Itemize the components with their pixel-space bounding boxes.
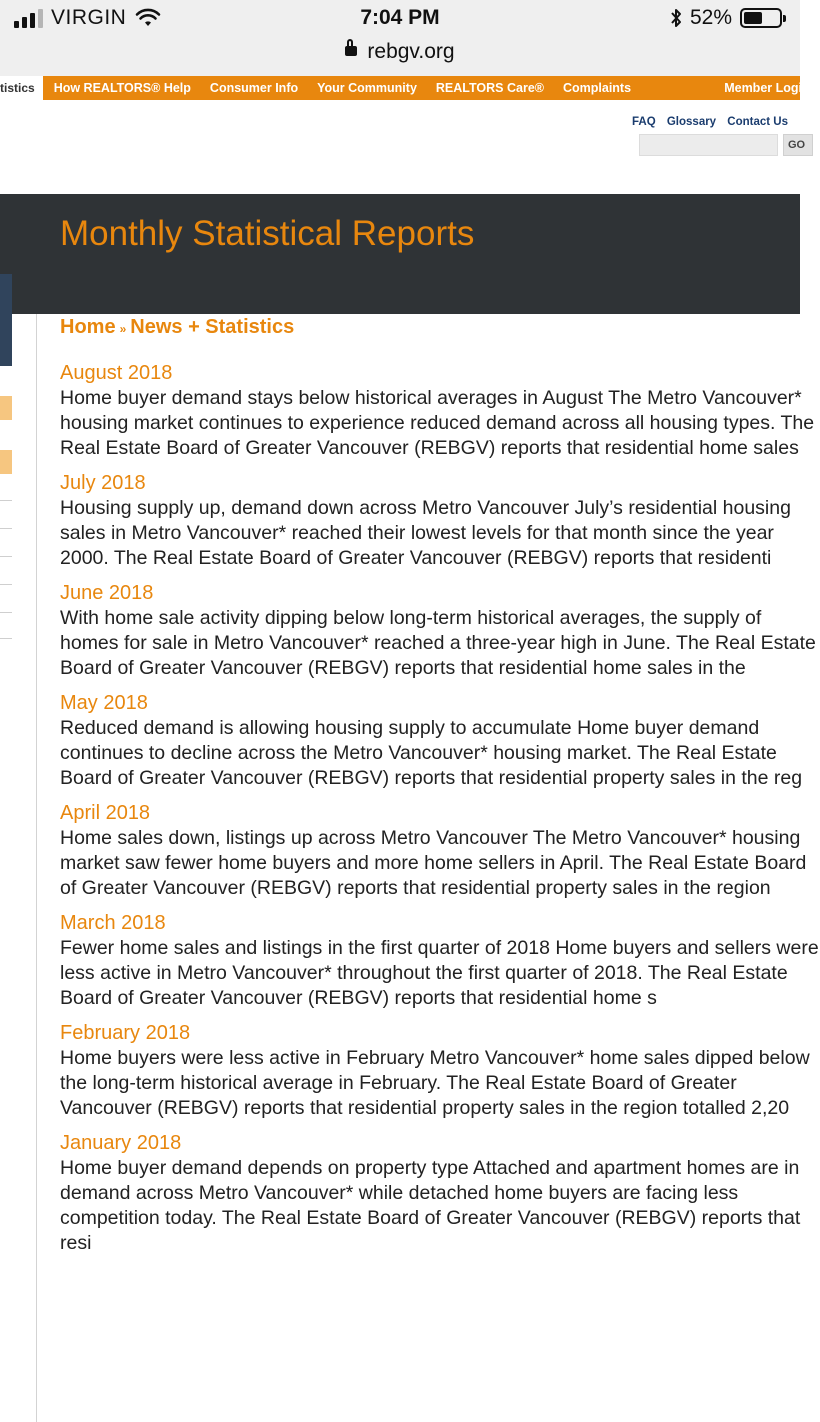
sidebar-divider <box>0 528 12 529</box>
sidebar-item-highlight[interactable] <box>0 450 12 474</box>
nav-item-complaints[interactable]: Complaints <box>562 81 632 95</box>
report-title-link[interactable]: April 2018 <box>60 802 151 824</box>
battery-level <box>744 12 762 24</box>
battery-percent: 52% <box>689 6 732 29</box>
breadcrumb <box>60 316 294 339</box>
report-summary: Home sales down, listings up across Metro Vancouver The Metro Vancouver* housing market saw fewer home buyers and more home sellers in April. The Real Estate Board of Greater Vancouver (REBGV) reports that residential property sales in the region <box>60 827 807 899</box>
report-title-link[interactable]: March 2018 <box>60 912 166 934</box>
list-item <box>60 1021 820 1121</box>
search-input[interactable] <box>639 134 778 156</box>
list-item <box>60 471 820 571</box>
list-item <box>60 361 820 461</box>
report-summary: Reduced demand is allowing housing supply to accumulate Home buyer demand continues to decline across the Metro Vancouver* housing market. The Real Estate Board of Greater Vancouver (REBGV) reports that residential property sales in the reg <box>60 717 803 789</box>
status-bar <box>0 0 800 77</box>
sidebar-divider <box>0 638 12 639</box>
sidebar-divider <box>0 584 12 585</box>
breadcrumb-separator: » <box>119 322 127 336</box>
glossary-link[interactable]: Glossary <box>666 116 717 128</box>
list-item <box>60 911 820 1011</box>
breadcrumb-home[interactable]: Home <box>60 316 116 338</box>
page-title: Monthly Statistical Reports <box>60 214 475 253</box>
utility-links <box>624 116 788 128</box>
lock-icon <box>345 46 357 56</box>
report-title-link[interactable]: August 2018 <box>60 362 173 384</box>
search-go-button[interactable]: GO <box>783 134 813 156</box>
report-title-link[interactable]: May 2018 <box>60 692 148 714</box>
report-summary: Housing supply up, demand down across Metro Vancouver July’s residential housing sales in Metro Vancouver* reached their lowest levels for that month since the year 2000. The Real Estate Board of Greater Vancouver (REBGV) reports that residenti <box>60 497 791 569</box>
list-item <box>60 801 820 901</box>
nav-item-realtors-care[interactable]: REALTORS Care® <box>435 81 544 95</box>
sidebar-divider <box>0 612 12 613</box>
address-bar[interactable] <box>0 40 800 64</box>
battery-icon <box>740 8 782 28</box>
list-item <box>60 691 820 791</box>
nav-item-statistics[interactable]: tistics <box>0 76 43 100</box>
report-title-link[interactable]: February 2018 <box>60 1022 191 1044</box>
nav-item-your-community[interactable]: Your Community <box>317 81 417 95</box>
content-divider <box>36 314 37 1422</box>
carrier-name: VIRGIN <box>51 6 127 29</box>
nav-item-how-realtors-help[interactable]: How REALTORS® Help <box>53 81 191 95</box>
main-nav <box>0 76 800 100</box>
report-summary: With home sale activity dipping below long-term historical averages, the supply of homes for sale in Metro Vancouver* reached a three-year high in June. The Real Estate Board of Greater Vancouver (REBGV) reports that residential home sales in the <box>60 607 816 679</box>
faq-link[interactable]: FAQ <box>632 116 656 128</box>
report-title-link[interactable]: January 2018 <box>60 1132 182 1154</box>
sidebar-dark-block <box>0 274 12 366</box>
sidebar-item-highlight[interactable] <box>0 396 12 420</box>
status-right <box>670 6 782 30</box>
nav-item-consumer-info[interactable]: Consumer Info <box>209 81 299 95</box>
sidebar-divider <box>0 500 12 501</box>
report-list <box>60 361 820 1266</box>
list-item <box>60 581 820 681</box>
report-summary: Home buyer demand depends on property type Attached and apartment homes are in demand across Metro Vancouver* while detached home buyers are facing less competition today. The Real Estate Board of Greater Vancouver (REBGV) reports that resi <box>60 1157 801 1254</box>
bluetooth-icon <box>670 7 682 29</box>
page-header <box>0 194 800 314</box>
report-title-link[interactable]: June 2018 <box>60 582 154 604</box>
url-text: rebgv.org <box>367 40 455 63</box>
clock: 7:04 PM <box>360 6 440 29</box>
list-item <box>60 1131 820 1256</box>
breadcrumb-current[interactable]: News + Statistics <box>130 316 295 338</box>
sidebar-divider <box>0 556 12 557</box>
report-title-link[interactable]: July 2018 <box>60 472 146 494</box>
contact-us-link[interactable]: Contact Us <box>727 116 788 128</box>
report-summary: Home buyer demand stays below historical averages in August The Metro Vancouver* housing market continues to experience reduced demand across all housing types. The Real Estate Board of Greater Vancouver (REBGV) reports that residential home sales <box>60 387 815 459</box>
report-summary: Fewer home sales and listings in the first quarter of 2018 Home buyers and sellers were less active in Metro Vancouver* throughout the first quarter of 2018. The Real Estate Board of Greater Vancouver (REBGV) reports that residential home s <box>60 937 819 1009</box>
report-summary: Home buyers were less active in February Metro Vancouver* home sales dipped below the long-term historical average in February. The Real Estate Board of Greater Vancouver (REBGV) reports that residential property sales in the region totalled 2,20 <box>60 1047 810 1119</box>
member-login-link[interactable]: Member Logi <box>724 81 802 95</box>
